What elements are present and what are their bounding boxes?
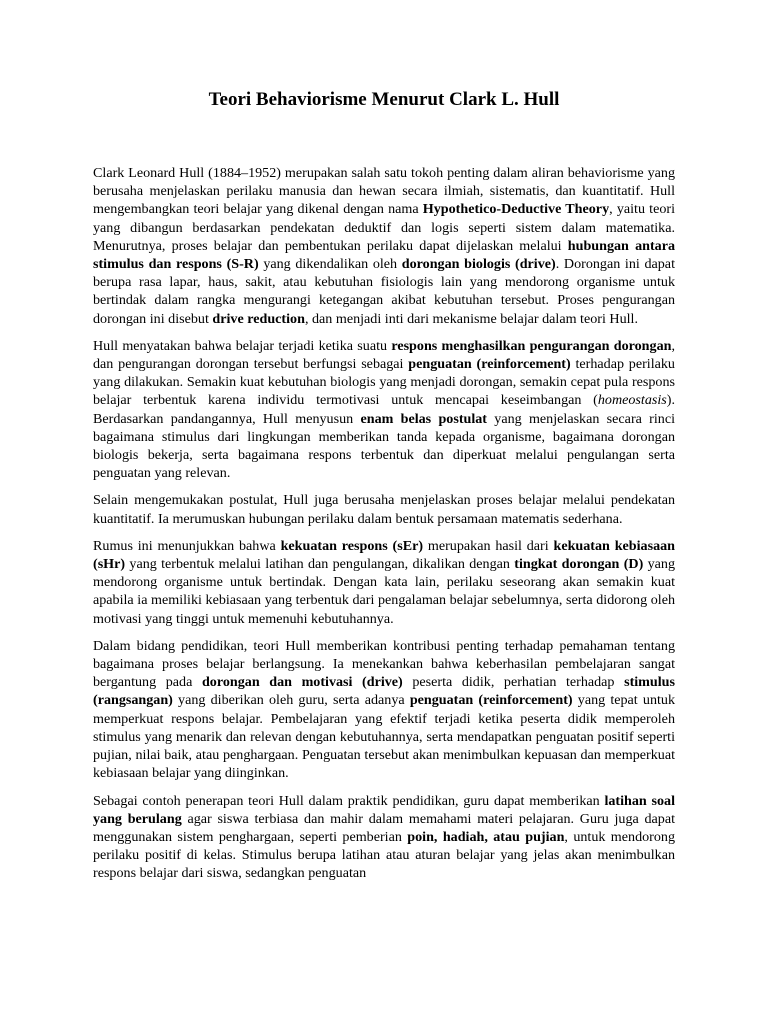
paragraph-3 (93, 491, 675, 527)
text-run: , dan menjadi inti dari mekanisme belajar dalam teori Hull. (304, 310, 638, 327)
bold-term: penguatan (reinforcement) (409, 692, 573, 709)
bold-term: stimulus (rangsangan) (93, 674, 675, 709)
bold-term: Hypothetico-Deductive Theory (422, 201, 610, 218)
text-run: yang dikendalikan oleh (258, 256, 402, 273)
text-run: yang diberikan oleh guru, serta adanya (172, 692, 410, 709)
document-title: Teori Behaviorisme Menurut Clark L. Hull (208, 89, 560, 110)
text-run: , yaitu teori yang dibangun berdasarkan pendekatan deduktif dan logis seperti sistem dalam matematika. Menurutnya, proses belajar dan pembentukan perilaku dapat dijelaskan melalui (93, 201, 676, 254)
bold-term: dorongan dan motivasi (drive) (201, 674, 403, 691)
text-run: Rumus ini menunjukkan bahwa (93, 537, 281, 554)
text-run: yang terbentuk melalui latihan dan pengulangan, dikalikan dengan (125, 556, 515, 573)
bold-term: hubungan antara stimulus dan respons (S-R) (93, 237, 675, 273)
paragraph-1 (93, 164, 675, 328)
bold-term: kekuatan respons (sEr) (280, 537, 424, 554)
text-run: Clark Leonard Hull (1884–1952) merupakan salah satu tokoh penting dalam aliran behaviorisme yang berusaha menjelaskan perilaku manusia dan hewan secara ilmiah, sistematis, dan kuantitatif. Hull mengembangkan teori belajar yang dikenal dengan nama (93, 165, 675, 218)
text-run: merupakan hasil dari (423, 537, 554, 554)
bold-term: latihan soal yang berulang (93, 792, 675, 827)
bold-term: kekuatan kebiasaan (sHr) (93, 537, 676, 573)
bold-term: dorongan biologis (drive) (401, 256, 556, 273)
document-body (93, 164, 675, 883)
paragraph-6 (93, 792, 675, 883)
text-run: Sebagai contoh penerapan teori Hull dalam praktik pendidikan, guru dapat memberikan (93, 792, 605, 809)
text-run: Selain mengemukakan postulat, Hull juga berusaha menjelaskan proses belajar melalui pendekatan kuantitatif. Ia merumuskan hubungan perilaku dalam bentuk persamaan matematis sederhana. (93, 492, 675, 527)
text-run: Hull menyatakan bahwa belajar terjadi ketika suatu (93, 337, 392, 354)
bold-term: penguatan (reinforcement) (408, 356, 571, 373)
italic-term: homeostasis (597, 392, 667, 409)
paragraph-5 (93, 637, 675, 783)
paragraph-4 (93, 537, 675, 628)
paragraph-2 (93, 337, 675, 483)
text-run: yang menjelaskan secara rinci bagaimana stimulus dari lingkungan memberikan tanda kepada organisme, bagaimana dorongan biologis bekerja, serta bagaimana respons terbentuk dan diperkuat melalui pengulangan serta penguatan yang relevan. (93, 410, 675, 482)
bold-term: poin, hadiah, atau pujian (407, 828, 565, 845)
bold-term: respons menghasilkan pengurangan dorongan (391, 337, 672, 354)
bold-term: drive reduction (212, 310, 305, 327)
text-run: , untuk mendorong perilaku positif di kelas. Stimulus berupa latihan atau aturan belajar yang jelas akan menimbulkan respons belajar dari siswa, sedangkan penguatan (93, 828, 675, 882)
text-run: yang mendorong organisme untuk bertindak. Dengan kata lain, perilaku seseorang akan semakin kuat apabila ia memiliki kebiasaan yang terbentuk dari pengalaman belajar sebelumnya, serta didorong oleh motivasi yang tinggi untuk memenuhi kebutuhannya. (93, 556, 676, 627)
text-run: agar siswa terbiasa dan mahir dalam memahami materi pelajaran. Guru juga dapat menggunakan sistem penghargaan, seperti pemberian (93, 810, 675, 845)
document-page (93, 88, 675, 892)
text-run: peserta didik, perhatian terhadap (402, 674, 625, 691)
text-run: terhadap perilaku yang dilakukan. Semakin kuat kebutuhan biologis yang menjadi dorongan, semakin cepat pula respons belajar terbentuk karena individu termotivasi untuk mencapai keseimbangan ( (93, 356, 675, 409)
bold-term: enam belas postulat (360, 410, 488, 427)
text-run: ). Berdasarkan pandangannya, Hull menyusun (93, 392, 675, 427)
text-run: Dalam bidang pendidikan, teori Hull memberikan kontribusi penting terhadap pemahaman tentang bagaimana proses belajar berlangsung. Ia menekankan bahwa keberhasilan pembelajaran sangat bergantung pada (93, 637, 675, 691)
text-run: , dan pengurangan dorongan tersebut berfungsi sebagai (93, 337, 675, 373)
bold-term: tingkat dorongan (D) (514, 556, 644, 573)
text-run: . Dorongan ini dapat berupa rasa lapar, haus, sakit, atau kebutuhan fisiologis lain yang mendorong organisme untuk bertindak dalam rangka mengurangi ketegangan akibat kebutuhan tersebut. Proses pengurangan dorongan ini disebut (93, 256, 675, 327)
text-run: yang tepat untuk memperkuat respons belajar. Pembelajaran yang efektif terjadi ketika peserta didik memperoleh stimulus yang menarik dan relevan dengan kebutuhannya, serta mendapatkan penguatan positif seperti pujian, nilai baik, atau penghargaan. Penguatan tersebut akan menimbulkan kepuasan dan memperkuat kebiasaan belajar yang diinginkan. (93, 692, 675, 782)
